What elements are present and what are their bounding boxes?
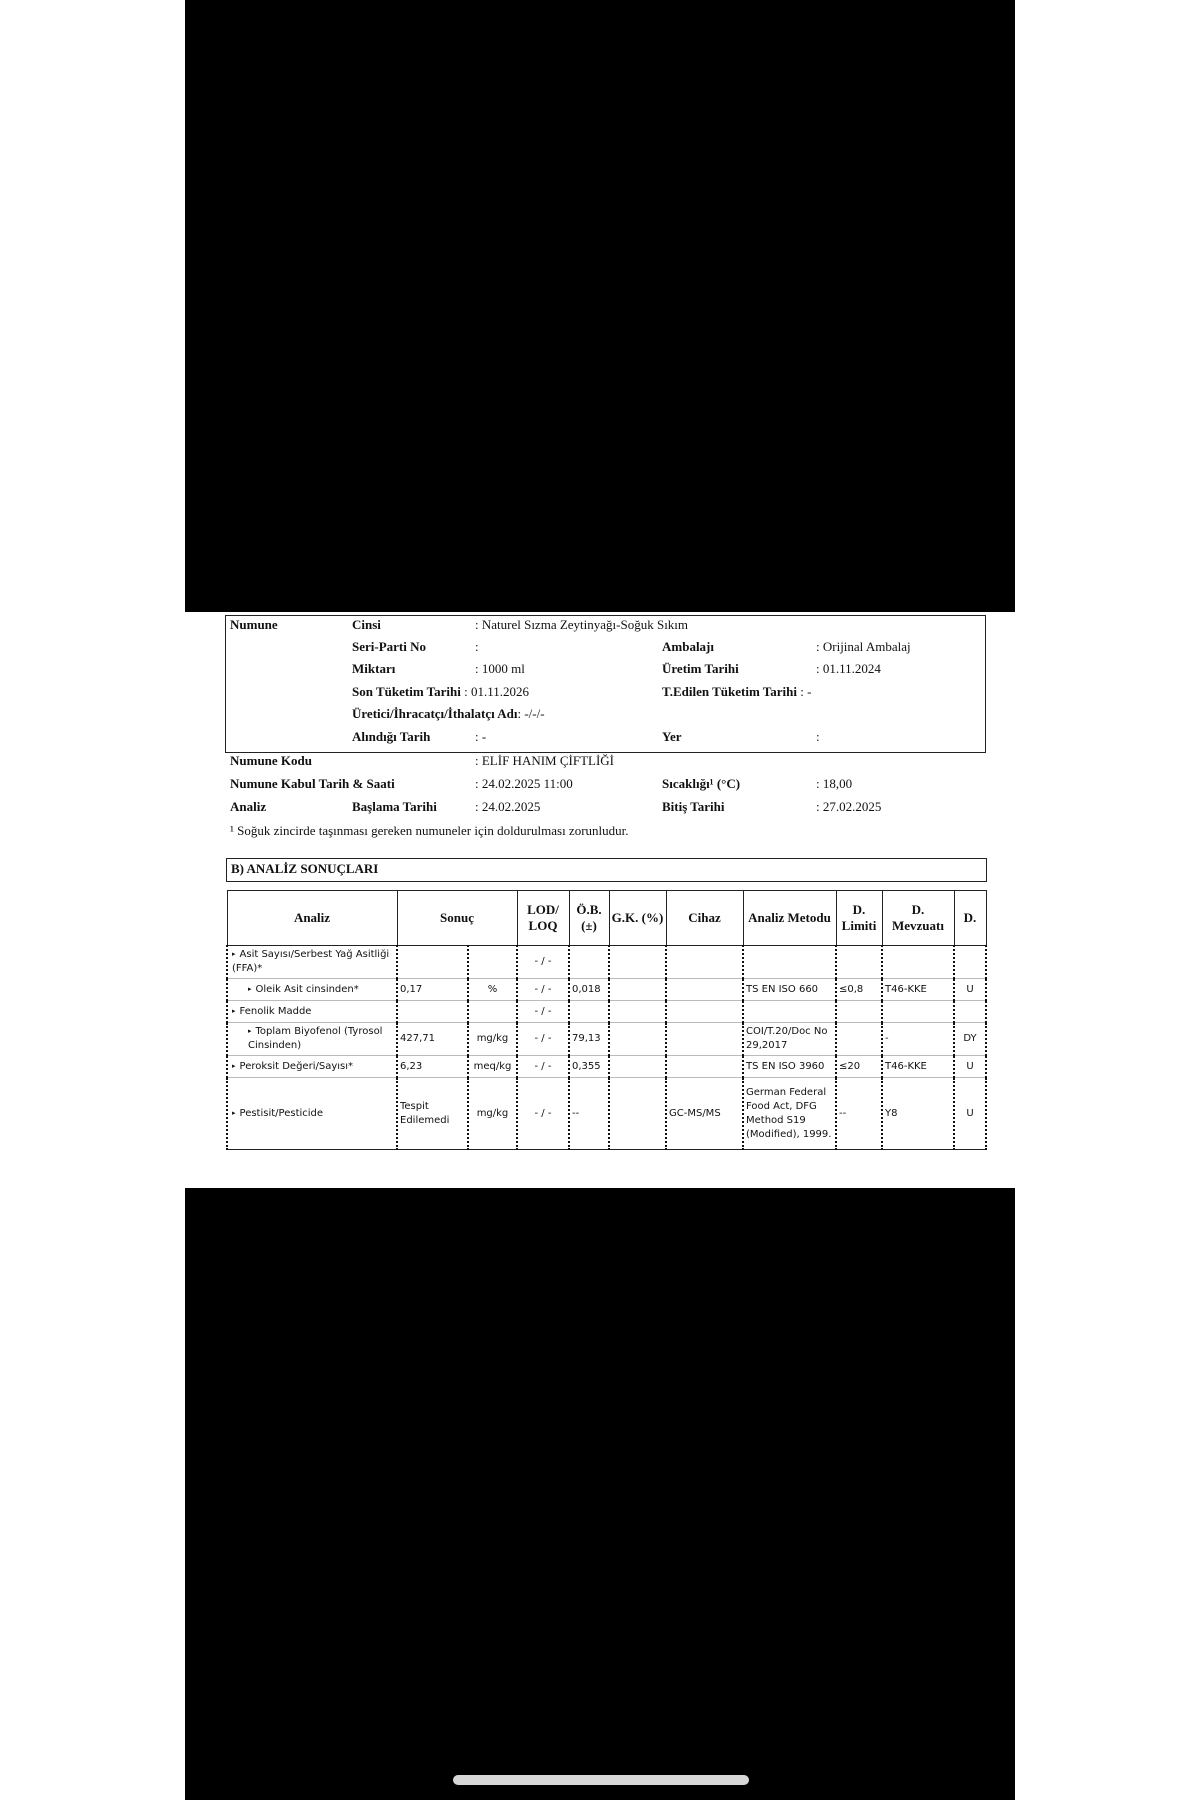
header-ob: Ö.B. (±) <box>569 891 609 946</box>
cell-cihaz <box>666 946 743 979</box>
cell-analiz <box>227 946 397 979</box>
table-row <box>227 1078 986 1150</box>
results-header-row <box>227 891 986 946</box>
cell-mevzuat: Y8 <box>882 1078 954 1150</box>
home-indicator[interactable] <box>453 1775 749 1785</box>
cell-ob: 0,018 <box>569 979 609 1001</box>
cell-unit <box>468 1001 517 1023</box>
kabul-label: Numune Kabul Tarih & Saati <box>230 776 395 791</box>
bitis-value: : 27.02.2025 <box>816 799 882 814</box>
bullet-icon: ▸ <box>232 950 236 958</box>
bullet-icon: ▸ <box>232 1061 236 1070</box>
cell-d: DY <box>954 1023 986 1056</box>
ambalaj-label: Ambalajı <box>662 639 714 654</box>
cell-analiz <box>227 979 397 1001</box>
cell-cihaz <box>666 1001 743 1023</box>
cell-gk <box>609 1001 666 1023</box>
cell-mevzuat: - <box>882 1023 954 1056</box>
cell-mevzuat <box>882 946 954 979</box>
cell-gk <box>609 946 666 979</box>
table-row <box>227 1001 986 1023</box>
uretim-label: Üretim Tarihi <box>662 661 739 676</box>
cell-metod: TS EN ISO 3960 <box>743 1056 836 1078</box>
cell-mevzuat: T46-KKE <box>882 979 954 1001</box>
cell-d: U <box>954 979 986 1001</box>
numune-kodu-label: Numune Kodu <box>230 753 312 768</box>
table-row <box>227 946 986 979</box>
header-cihaz: Cihaz <box>666 891 743 946</box>
table-row <box>227 1056 986 1078</box>
analysis-name: Pestisit/Pesticide <box>239 1107 324 1119</box>
cell-gk <box>609 979 666 1001</box>
yer-label: Yer <box>662 729 682 744</box>
header-metod: Analiz Metodu <box>743 891 836 946</box>
header-mevzuat: D. Mevzuatı <box>882 891 954 946</box>
cell-mevzuat: T46-KKE <box>882 1056 954 1078</box>
sicaklik-label: Sıcaklığı¹ (°C) <box>662 776 741 791</box>
cell-cihaz: GC-MS/MS <box>666 1078 743 1150</box>
cell-sonuc: 6,23 <box>397 1056 468 1078</box>
cell-mevzuat <box>882 1001 954 1023</box>
cell-d: U <box>954 1078 986 1150</box>
table-row <box>227 1023 986 1056</box>
cell-lod: - / - <box>517 1078 569 1150</box>
header-gk: G.K. (%) <box>609 891 666 946</box>
bitis-label: Bitiş Tarihi <box>662 799 725 814</box>
cell-unit: % <box>468 979 517 1001</box>
table-row <box>227 979 986 1001</box>
cell-limit <box>836 1023 882 1056</box>
alindigi-value: : - <box>475 729 487 744</box>
cell-ob <box>569 946 609 979</box>
son-tuketim-label: Son Tüketim Tarihi <box>352 684 461 699</box>
cell-limit: ≤20 <box>836 1056 882 1078</box>
cell-lod: - / - <box>517 979 569 1001</box>
kabul-value: : 24.02.2025 11:00 <box>475 776 573 791</box>
yer-value: : <box>816 729 820 744</box>
ambalaj-value: : Orijinal Ambalaj <box>816 639 911 654</box>
numune-kodu-value: : ELİF HANIM ÇİFTLİĞİ <box>475 753 615 768</box>
cell-metod <box>743 946 836 979</box>
alindigi-label: Alındığı Tarih <box>352 729 431 744</box>
son-tuketim-value: : 01.11.2026 <box>464 684 530 699</box>
cell-lod: - / - <box>517 946 569 979</box>
cell-analiz <box>227 1001 397 1023</box>
analysis-name: Toplam Biyofenol (Tyrosol Cinsinden) <box>248 1026 383 1051</box>
header-lod: LOD/ LOQ <box>517 891 569 946</box>
son-tuketim-row <box>352 684 529 700</box>
cell-d <box>954 946 986 979</box>
cell-unit: mg/kg <box>468 1078 517 1150</box>
uretim-value: : 01.11.2024 <box>816 661 881 676</box>
cell-limit: ≤0,8 <box>836 979 882 1001</box>
header-limit: D. Limiti <box>836 891 882 946</box>
t-edilen-row <box>662 684 811 700</box>
seri-label: Seri-Parti No <box>352 639 427 654</box>
header-analiz: Analiz <box>227 891 397 946</box>
miktar-label: Miktarı <box>352 661 396 676</box>
cinsi-value: : Naturel Sızma Zeytinyağı-Soğuk Sıkım <box>475 617 689 632</box>
cell-metod: TS EN ISO 660 <box>743 979 836 1001</box>
cinsi-label: Cinsi <box>352 617 381 632</box>
analiz-label: Analiz <box>230 799 267 814</box>
cell-analiz <box>227 1023 397 1056</box>
header-d: D. <box>954 891 986 946</box>
cell-analiz <box>227 1056 397 1078</box>
results-title: B) ANALİZ SONUÇLARI <box>231 861 379 876</box>
t-edilen-value: : - <box>800 684 812 699</box>
cell-lod: - / - <box>517 1001 569 1023</box>
miktar-value: : 1000 ml <box>475 661 525 676</box>
cell-unit <box>468 946 517 979</box>
bullet-icon: ▸ <box>232 1108 236 1117</box>
cell-ob <box>569 1001 609 1023</box>
cell-sonuc <box>397 946 468 979</box>
cell-gk <box>609 1078 666 1150</box>
results-title-box <box>226 858 987 882</box>
cell-limit <box>836 1001 882 1023</box>
cell-ob: -- <box>569 1078 609 1150</box>
bullet-icon: ▸ <box>248 984 252 993</box>
analysis-name: Fenolik Madde <box>239 1005 312 1017</box>
results-table <box>226 890 987 1150</box>
report-page <box>185 612 1015 1188</box>
cell-sonuc: 0,17 <box>397 979 468 1001</box>
cell-lod: - / - <box>517 1023 569 1056</box>
bullet-icon: ▸ <box>232 1006 236 1015</box>
uretici-value: : -/-/- <box>517 706 545 721</box>
seri-value: : <box>475 639 479 654</box>
sicaklik-value: : 18,00 <box>816 776 853 791</box>
sample-info-box <box>225 615 986 753</box>
cell-metod: German Federal Food Act, DFG Method S19 (Modified), 1999. <box>743 1078 836 1150</box>
cell-gk <box>609 1056 666 1078</box>
baslama-label: Başlama Tarihi <box>352 799 437 814</box>
cell-sonuc: Tespit Edilemedi <box>397 1078 468 1150</box>
cell-sonuc: 427,71 <box>397 1023 468 1056</box>
cell-sonuc <box>397 1001 468 1023</box>
baslama-value: : 24.02.2025 <box>475 799 541 814</box>
cell-gk <box>609 1023 666 1056</box>
uretici-label: Üretici/İhracatçı/İthalatçı Adı <box>352 706 518 721</box>
cell-analiz <box>227 1078 397 1150</box>
analysis-name: Asit Sayısı/Serbest Yağ Asitliği (FFA)* <box>232 949 390 974</box>
t-edilen-label: T.Edilen Tüketim Tarihi <box>662 684 797 699</box>
cell-lod: - / - <box>517 1056 569 1078</box>
cell-metod <box>743 1001 836 1023</box>
bottom-black-area <box>185 1188 1015 1800</box>
analysis-name: Peroksit Değeri/Sayısı* <box>239 1060 354 1072</box>
cell-unit: meq/kg <box>468 1056 517 1078</box>
cell-limit: -- <box>836 1078 882 1150</box>
cell-cihaz <box>666 1023 743 1056</box>
cell-d <box>954 1001 986 1023</box>
cell-ob: 79,13 <box>569 1023 609 1056</box>
header-sonuc: Sonuç <box>397 891 517 946</box>
footnote: ¹ Soğuk zincirde taşınması gereken numuneler için doldurulması zorunludur. <box>230 823 629 838</box>
cell-limit <box>836 946 882 979</box>
cell-cihaz <box>666 1056 743 1078</box>
top-black-area <box>185 0 1015 612</box>
sample-section-label: Numune <box>230 617 278 632</box>
cell-d: U <box>954 1056 986 1078</box>
cell-ob: 0,355 <box>569 1056 609 1078</box>
uretici-row <box>352 706 545 722</box>
analysis-name: Oleik Asit cinsinden* <box>255 983 359 995</box>
cell-cihaz <box>666 979 743 1001</box>
cell-unit: mg/kg <box>468 1023 517 1056</box>
cell-metod: COI/T.20/Doc No 29,2017 <box>743 1023 836 1056</box>
bullet-icon: ▸ <box>248 1027 252 1035</box>
